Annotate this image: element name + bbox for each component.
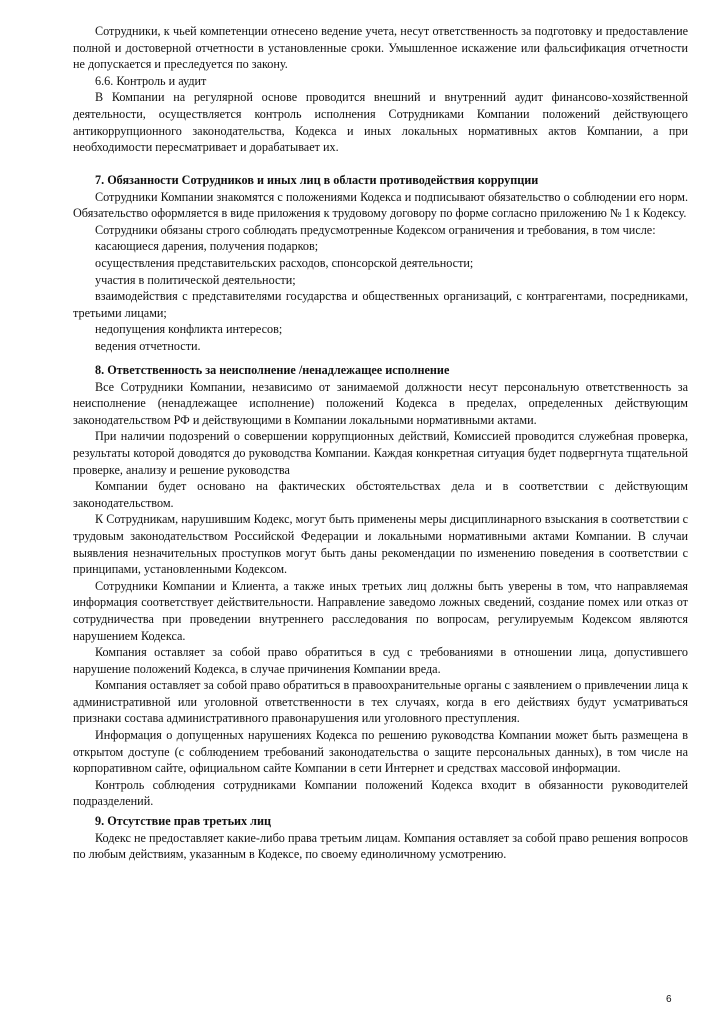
list-item: участия в политической деятельности; — [95, 272, 296, 287]
paragraph: Информация о допущенных нарушениях Кодекса по решению руководства Компании может быть размещена в открытом доступе (с соблюдением требований законодательства о защите персональных данных), в том числе на корпоративном сайте, официальном сайте Компании в сети Интернет и средствах массовой информации. — [73, 728, 688, 776]
section-9 — [73, 813, 688, 863]
list-item: ведения отчетности. — [95, 338, 201, 353]
section-7 — [73, 172, 688, 355]
paragraph: При наличии подозрений о совершении коррупционных действий, Комиссией проводится служебная проверка, результаты которой доводятся до руководства Компании. Каждая конкретная ситуация будет подвергнута тщательной проверке, анализу и решение руководства — [73, 429, 688, 477]
paragraph: Компании будет основано на фактических обстоятельствах дела и в соответствии с действующим законодательством. — [73, 479, 688, 510]
section-6-end — [73, 23, 688, 156]
paragraph: Сотрудники, к чьей компетенции отнесено ведение учета, несут ответственность за подготовку и предоставление полной и достоверной отчетности в установленные сроки. Умышленное искажение или фальсификация отчетности не допускается и преследуется по закону. — [73, 24, 688, 72]
list-item: касающиеся дарения, получения подарков; — [95, 239, 319, 254]
paragraph: Сотрудники Компании знакомятся с положениями Кодекса и подписывают обязательство о соблюдении его норм. Обязательство оформляется в виде приложения к трудовому договору по форме согласно приложению № 1 к Кодексу. — [73, 189, 688, 221]
subsection-heading: 6.6. Контроль и аудит — [95, 73, 207, 88]
section-8 — [73, 362, 688, 810]
paragraph: Кодекс не предоставляет какие-либо права третьим лицам. Компания оставляет за собой право решения вопросов по любым действиям, указанным в Кодексе, по своему единоличному усмотрению. — [73, 830, 688, 862]
paragraph: Компания оставляет за собой право обратиться в правоохранительные органы с заявлением о привлечении лица к административной или уголовной ответственности в тех случаях, когда в его действиях будут усматриваться признаки состава административного правонарушения или уголовного преступления. — [73, 678, 688, 726]
section-heading: 8. Ответственность за неисполнение /ненадлежащее исполнение — [95, 363, 450, 377]
list-item: осуществления представительских расходов, спонсорской деятельности; — [95, 255, 474, 270]
paragraph: Контроль соблюдения сотрудниками Компании положений Кодекса входит в обязанности руководителей подразделений. — [73, 777, 688, 809]
list-item: взаимодействия с представителями государства и общественных организаций, с контрагентами, посредниками, третьими лицами; — [73, 289, 688, 320]
paragraph: К Сотрудникам, нарушившим Кодекс, могут быть применены меры дисциплинарного взыскания в соответствии с трудовым законодательством Российской Федерации и локальными нормативными актами Компании. В случаи выявления незначительных проступков могут быть даны рекомендации по изменению поведения в соответствии с принципами, установленными Кодексом. — [73, 512, 688, 577]
paragraph: Сотрудники Компании и Клиента, а также иных третьих лиц должны быть уверены в том, что направляемая информация соответствует действительности. Направление заведомо ложных сведений, создание помех или отказ от сотрудничества при проведении внутреннего расследования по вопросам, регулируемым Кодексом являются нарушением Кодекса. — [73, 578, 688, 643]
list-item: недопущения конфликта интересов; — [95, 322, 283, 337]
paragraph: Компания оставляет за собой право обратиться в суд с требованиями в отношении лица, допустившего нарушение положений Кодекса, в случае причинения Компании вреда. — [73, 645, 688, 676]
paragraph: Сотрудники обязаны строго соблюдать предусмотренные Кодексом ограничения и требования, в том числе: — [95, 222, 656, 237]
section-heading: 9. Отсутствие прав третьих лиц — [95, 814, 272, 828]
section-heading: 7. Обязанности Сотрудников и иных лиц в области противодействия коррупции — [95, 173, 539, 187]
paragraph: Все Сотрудники Компании, независимо от занимаемой должности несут персональную ответственность за неисполнение (ненадлежащее исполнение) положений Кодекса в пределах, определенных действующим законодательством РФ и действующими в Компании локальными нормативными актами. — [73, 379, 688, 427]
page-number: 6 — [666, 994, 672, 1005]
paragraph: В Компании на регулярной основе проводится внешний и внутренний аудит финансово-хозяйственной деятельности, осуществляется контроль исполнения Сотрудниками Компании положений действующего антикоррупционного законодательства, Кодекса и иных локальных нормативных актов Компании, а при необходимости пересматривает и дорабатывает их. — [73, 90, 688, 155]
